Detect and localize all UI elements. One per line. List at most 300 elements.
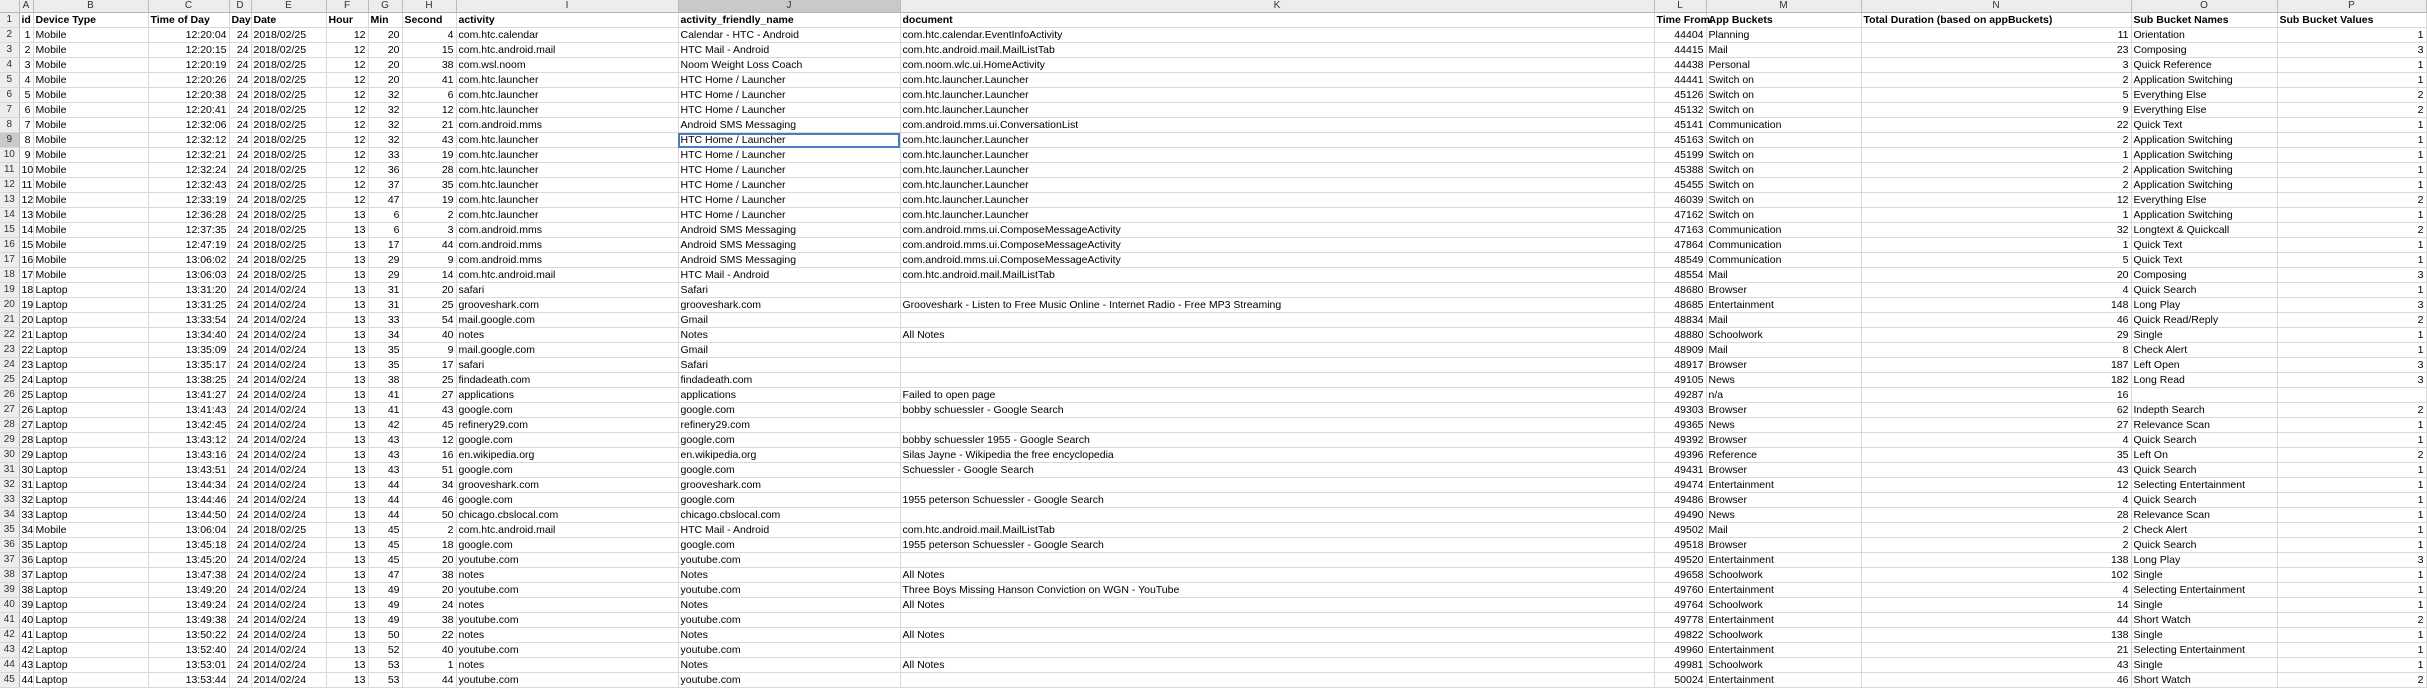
cell[interactable]: notes [456, 598, 678, 613]
cell[interactable]: 1 [2277, 178, 2426, 193]
cell[interactable]: 13 [326, 238, 368, 253]
cell[interactable]: 2 [2277, 613, 2426, 628]
cell[interactable]: 24 [229, 418, 251, 433]
cell[interactable]: 24 [229, 388, 251, 403]
cell[interactable]: 13:31:20 [148, 283, 229, 298]
cell[interactable]: 21 [19, 328, 33, 343]
cell[interactable]: 13 [326, 508, 368, 523]
cell[interactable]: Laptop [33, 328, 148, 343]
cell[interactable]: Switch on [1706, 73, 1861, 88]
cell[interactable]: 20 [402, 283, 456, 298]
cell[interactable]: notes [456, 658, 678, 673]
cell[interactable]: 13 [326, 553, 368, 568]
cell[interactable]: 1 [2277, 523, 2426, 538]
column-header[interactable]: D [229, 0, 251, 13]
cell[interactable]: Switch on [1706, 178, 1861, 193]
cell[interactable]: 46 [1861, 313, 2131, 328]
cell[interactable]: 1 [2277, 508, 2426, 523]
row-number[interactable]: 10 [0, 148, 19, 163]
cell[interactable]: 32 [1861, 223, 2131, 238]
cell[interactable]: Single [2131, 568, 2277, 583]
cell[interactable]: Total Duration (based on appBuckets) [1861, 13, 2131, 28]
cell[interactable]: youtube.com [456, 643, 678, 658]
cell[interactable]: 3 [2277, 373, 2426, 388]
cell[interactable]: google.com [456, 433, 678, 448]
cell[interactable]: Quick Text [2131, 253, 2277, 268]
cell[interactable]: 48917 [1654, 358, 1706, 373]
cell[interactable]: 13 [326, 388, 368, 403]
cell[interactable]: 24 [229, 178, 251, 193]
cell[interactable]: 49303 [1654, 403, 1706, 418]
cell[interactable]: 2014/02/24 [251, 478, 326, 493]
cell[interactable]: 12:32:06 [148, 118, 229, 133]
cell[interactable]: 49105 [1654, 373, 1706, 388]
cell[interactable]: 44 [19, 673, 33, 688]
cell[interactable]: com.htc.launcher.Launcher [900, 208, 1654, 223]
cell[interactable]: Laptop [33, 583, 148, 598]
cell[interactable]: 24 [229, 163, 251, 178]
cell[interactable]: com.htc.android.mail [456, 43, 678, 58]
cell[interactable]: 6 [368, 223, 402, 238]
cell[interactable]: Notes [678, 628, 900, 643]
cell[interactable]: 13:44:46 [148, 493, 229, 508]
cell[interactable]: 12 [402, 103, 456, 118]
cell[interactable]: chicago.cbslocal.com [456, 508, 678, 523]
cell[interactable]: All Notes [900, 598, 1654, 613]
cell[interactable]: 43 [368, 433, 402, 448]
cell[interactable]: Mobile [33, 73, 148, 88]
cell[interactable]: Mail [1706, 43, 1861, 58]
cell[interactable]: All Notes [900, 628, 1654, 643]
cell[interactable]: Schoolwork [1706, 628, 1861, 643]
cell[interactable]: youtube.com [456, 613, 678, 628]
cell[interactable]: Browser [1706, 493, 1861, 508]
cell[interactable]: 2014/02/24 [251, 343, 326, 358]
cell[interactable]: 54 [402, 313, 456, 328]
cell[interactable]: Left Open [2131, 358, 2277, 373]
row-number[interactable]: 34 [0, 508, 19, 523]
cell[interactable]: Selecting Entertainment [2131, 478, 2277, 493]
cell[interactable]: 2 [1861, 538, 2131, 553]
cell[interactable]: 44 [402, 673, 456, 688]
cell[interactable]: 6 [402, 88, 456, 103]
cell[interactable]: 2014/02/24 [251, 283, 326, 298]
cell[interactable]: 2014/02/24 [251, 418, 326, 433]
cell[interactable]: Laptop [33, 508, 148, 523]
cell[interactable]: com.htc.android.mail [456, 523, 678, 538]
cell[interactable]: 148 [1861, 298, 2131, 313]
cell[interactable]: 2014/02/24 [251, 433, 326, 448]
cell[interactable]: Single [2131, 658, 2277, 673]
cell[interactable]: 46039 [1654, 193, 1706, 208]
cell[interactable]: 24 [229, 208, 251, 223]
cell[interactable]: 24 [229, 223, 251, 238]
cell[interactable]: 2 [2277, 193, 2426, 208]
cell[interactable]: Switch on [1706, 208, 1861, 223]
cell[interactable]: Communication [1706, 253, 1861, 268]
cell[interactable]: 50024 [1654, 673, 1706, 688]
cell[interactable]: 13 [326, 418, 368, 433]
column-header[interactable]: B [33, 0, 148, 13]
row-number[interactable]: 25 [0, 373, 19, 388]
cell[interactable]: 2018/02/25 [251, 223, 326, 238]
cell[interactable]: 2 [2277, 448, 2426, 463]
cell[interactable]: 138 [1861, 553, 2131, 568]
cell[interactable]: Notes [678, 328, 900, 343]
cell[interactable]: 5 [1861, 253, 2131, 268]
cell[interactable]: 12 [326, 118, 368, 133]
column-header[interactable]: L [1654, 0, 1706, 13]
cell[interactable]: 24 [402, 598, 456, 613]
cell[interactable]: 13 [326, 568, 368, 583]
cell[interactable]: Laptop [33, 343, 148, 358]
cell[interactable]: 24 [229, 193, 251, 208]
cell[interactable]: 15 [402, 43, 456, 58]
cell[interactable]: Single [2131, 628, 2277, 643]
cell[interactable]: 24 [229, 58, 251, 73]
cell[interactable]: 23 [1861, 43, 2131, 58]
cell[interactable]: 13:49:38 [148, 613, 229, 628]
cell[interactable]: Mobile [33, 253, 148, 268]
cell[interactable]: 24 [229, 583, 251, 598]
cell[interactable]: Time of Day [148, 13, 229, 28]
column-header[interactable]: G [368, 0, 402, 13]
cell[interactable]: 36 [19, 553, 33, 568]
cell[interactable]: 12 [1861, 193, 2131, 208]
cell[interactable]: 29 [1861, 328, 2131, 343]
cell[interactable]: HTC Home / Launcher [678, 163, 900, 178]
cell[interactable]: 2018/02/25 [251, 103, 326, 118]
cell[interactable]: 24 [229, 673, 251, 688]
cell[interactable]: HTC Home / Launcher [678, 208, 900, 223]
cell[interactable]: 12 [326, 28, 368, 43]
cell[interactable]: Composing [2131, 268, 2277, 283]
cell[interactable] [900, 553, 1654, 568]
cell[interactable]: 25 [402, 298, 456, 313]
cell[interactable]: 2014/02/24 [251, 463, 326, 478]
cell[interactable]: com.htc.launcher.Launcher [900, 193, 1654, 208]
cell[interactable]: com.wsl.noom [456, 58, 678, 73]
cell[interactable]: 16 [1861, 388, 2131, 403]
cell[interactable]: 24 [229, 658, 251, 673]
cell[interactable]: 45141 [1654, 118, 1706, 133]
cell[interactable]: Switch on [1706, 133, 1861, 148]
cell[interactable] [900, 418, 1654, 433]
cell[interactable]: 21 [1861, 643, 2131, 658]
cell[interactable]: Schoolwork [1706, 568, 1861, 583]
cell[interactable]: 41 [402, 73, 456, 88]
cell[interactable]: 48909 [1654, 343, 1706, 358]
cell[interactable]: com.htc.launcher.Launcher [900, 163, 1654, 178]
cell[interactable]: 18 [19, 283, 33, 298]
cell[interactable]: com.htc.android.mail.MailListTab [900, 523, 1654, 538]
cell[interactable]: 13:43:12 [148, 433, 229, 448]
cell[interactable]: 39 [19, 598, 33, 613]
cell[interactable]: 13 [326, 583, 368, 598]
cell[interactable]: Mail [1706, 313, 1861, 328]
cell[interactable]: 12:20:04 [148, 28, 229, 43]
cell[interactable]: 33 [368, 148, 402, 163]
row-number[interactable]: 8 [0, 118, 19, 133]
cell[interactable]: 2018/02/25 [251, 88, 326, 103]
row-number[interactable]: 38 [0, 568, 19, 583]
cell[interactable]: 41 [368, 403, 402, 418]
cell[interactable]: mail.google.com [456, 343, 678, 358]
cell[interactable]: 44415 [1654, 43, 1706, 58]
cell[interactable]: 2014/02/24 [251, 598, 326, 613]
cell[interactable]: Mobile [33, 238, 148, 253]
cell[interactable]: 2014/02/24 [251, 298, 326, 313]
cell[interactable]: 1 [2277, 433, 2426, 448]
cell[interactable]: 2014/02/24 [251, 388, 326, 403]
cell[interactable]: Longtext & Quickcall [2131, 223, 2277, 238]
cell[interactable]: 31 [19, 478, 33, 493]
cell[interactable]: 12 [326, 103, 368, 118]
cell[interactable]: 24 [229, 433, 251, 448]
cell[interactable]: Entertainment [1706, 613, 1861, 628]
cell[interactable]: 13:52:40 [148, 643, 229, 658]
cell[interactable]: 13 [326, 433, 368, 448]
cell[interactable]: Safari [678, 283, 900, 298]
cell[interactable]: 4 [1861, 493, 2131, 508]
cell[interactable]: Entertainment [1706, 298, 1861, 313]
cell[interactable]: 1 [2277, 643, 2426, 658]
cell[interactable]: 1 [2277, 478, 2426, 493]
cell[interactable]: 1 [2277, 583, 2426, 598]
cell[interactable]: 4 [1861, 433, 2131, 448]
cell[interactable]: Android SMS Messaging [678, 118, 900, 133]
cell[interactable]: Grooveshark - Listen to Free Music Online - Internet Radio - Free MP3 Streaming [900, 298, 1654, 313]
cell[interactable]: 48549 [1654, 253, 1706, 268]
cell[interactable]: App Buckets [1706, 13, 1861, 28]
row-number[interactable]: 44 [0, 658, 19, 673]
row-number[interactable]: 36 [0, 538, 19, 553]
cell[interactable]: 1 [2277, 343, 2426, 358]
cell[interactable]: 2 [1861, 163, 2131, 178]
cell[interactable]: 13:06:04 [148, 523, 229, 538]
cell[interactable]: Three Boys Missing Hanson Conviction on WGN - YouTube [900, 583, 1654, 598]
cell[interactable]: 13 [326, 613, 368, 628]
cell[interactable] [900, 613, 1654, 628]
cell[interactable]: 2 [402, 208, 456, 223]
cell[interactable]: 32 [368, 133, 402, 148]
cell[interactable]: 45199 [1654, 148, 1706, 163]
cell[interactable]: 2 [2277, 223, 2426, 238]
cell[interactable]: 3 [1861, 58, 2131, 73]
row-number[interactable]: 9 [0, 133, 19, 148]
cell[interactable]: 1 [2277, 328, 2426, 343]
cell[interactable]: 13 [326, 448, 368, 463]
cell[interactable]: 13 [326, 598, 368, 613]
row-number[interactable]: 31 [0, 463, 19, 478]
cell[interactable]: 1 [402, 658, 456, 673]
cell[interactable]: 62 [1861, 403, 2131, 418]
cell[interactable]: Orientation [2131, 28, 2277, 43]
cell[interactable]: Quick Search [2131, 538, 2277, 553]
cell[interactable]: 13 [326, 208, 368, 223]
column-header[interactable]: F [326, 0, 368, 13]
cell[interactable]: 138 [1861, 628, 2131, 643]
cell[interactable]: 18 [402, 538, 456, 553]
cell[interactable]: Browser [1706, 358, 1861, 373]
cell[interactable]: 3 [2277, 298, 2426, 313]
cell[interactable]: 13 [326, 253, 368, 268]
cell[interactable]: 1955 peterson Schuessler - Google Search [900, 493, 1654, 508]
cell[interactable]: 22 [19, 343, 33, 358]
cell[interactable]: youtube.com [456, 553, 678, 568]
cell[interactable]: News [1706, 373, 1861, 388]
column-header[interactable]: E [251, 0, 326, 13]
cell[interactable]: mail.google.com [456, 313, 678, 328]
cell[interactable]: safari [456, 358, 678, 373]
cell[interactable]: 46 [402, 493, 456, 508]
cell[interactable]: google.com [678, 403, 900, 418]
cell[interactable]: 49392 [1654, 433, 1706, 448]
cell[interactable]: Quick Search [2131, 463, 2277, 478]
cell[interactable]: 1 [1861, 208, 2131, 223]
cell[interactable]: 40 [402, 328, 456, 343]
cell[interactable]: grooveshark.com [456, 478, 678, 493]
row-number[interactable]: 4 [0, 58, 19, 73]
cell[interactable]: 13 [326, 268, 368, 283]
cell[interactable]: 24 [229, 313, 251, 328]
cell[interactable]: Selecting Entertainment [2131, 583, 2277, 598]
cell[interactable]: 2018/02/25 [251, 208, 326, 223]
cell[interactable]: com.htc.launcher [456, 163, 678, 178]
cell[interactable]: HTC Mail - Android [678, 523, 900, 538]
cell[interactable]: 2014/02/24 [251, 493, 326, 508]
cell[interactable]: 35 [402, 178, 456, 193]
cell[interactable]: notes [456, 328, 678, 343]
cell[interactable]: 24 [229, 373, 251, 388]
cell[interactable]: All Notes [900, 328, 1654, 343]
cell[interactable]: Left On [2131, 448, 2277, 463]
cell[interactable]: Quick Reference [2131, 58, 2277, 73]
cell[interactable]: 45132 [1654, 103, 1706, 118]
cell[interactable]: 13:53:44 [148, 673, 229, 688]
cell[interactable]: 45 [368, 523, 402, 538]
cell[interactable]: 49960 [1654, 643, 1706, 658]
cell[interactable]: 2 [2277, 673, 2426, 688]
cell[interactable] [900, 283, 1654, 298]
cell[interactable]: 13 [326, 523, 368, 538]
cell[interactable]: 45163 [1654, 133, 1706, 148]
cell[interactable]: Gmail [678, 313, 900, 328]
cell[interactable]: 49518 [1654, 538, 1706, 553]
cell[interactable]: 24 [229, 133, 251, 148]
cell[interactable]: 12 [326, 178, 368, 193]
cell[interactable]: Composing [2131, 43, 2277, 58]
cell[interactable]: 26 [19, 403, 33, 418]
cell[interactable]: 1955 peterson Schuessler - Google Search [900, 538, 1654, 553]
cell[interactable]: 2014/02/24 [251, 328, 326, 343]
cell[interactable]: chicago.cbslocal.com [678, 508, 900, 523]
column-header[interactable]: A [19, 0, 33, 13]
cell[interactable]: 31 [368, 298, 402, 313]
cell[interactable]: 24 [229, 238, 251, 253]
cell[interactable]: 44 [368, 493, 402, 508]
cell[interactable]: 38 [402, 58, 456, 73]
cell[interactable]: 2014/02/24 [251, 538, 326, 553]
cell[interactable]: 24 [229, 478, 251, 493]
cell[interactable]: Long Read [2131, 373, 2277, 388]
row-number[interactable]: 29 [0, 433, 19, 448]
cell[interactable]: 20 [368, 43, 402, 58]
cell[interactable]: 2014/02/24 [251, 628, 326, 643]
cell[interactable]: 49486 [1654, 493, 1706, 508]
cell[interactable]: google.com [456, 493, 678, 508]
cell[interactable]: Laptop [33, 403, 148, 418]
cell[interactable]: 45388 [1654, 163, 1706, 178]
cell[interactable]: All Notes [900, 658, 1654, 673]
cell[interactable]: 48834 [1654, 313, 1706, 328]
column-header[interactable]: J [678, 0, 900, 13]
cell[interactable]: 37 [368, 178, 402, 193]
cell[interactable]: n/a [1706, 388, 1861, 403]
row-number[interactable]: 18 [0, 268, 19, 283]
cell[interactable]: 44404 [1654, 28, 1706, 43]
cell[interactable]: 16 [402, 448, 456, 463]
cell[interactable]: 24 [229, 598, 251, 613]
cell[interactable]: 2014/02/24 [251, 673, 326, 688]
cell[interactable]: applications [678, 388, 900, 403]
cell[interactable]: 21 [402, 118, 456, 133]
cell[interactable]: Laptop [33, 568, 148, 583]
cell[interactable]: 13:44:50 [148, 508, 229, 523]
cell[interactable]: notes [456, 628, 678, 643]
active-cell[interactable]: HTC Home / Launcher [678, 133, 900, 148]
cell[interactable]: HTC Home / Launcher [678, 88, 900, 103]
cell[interactable]: 24 [229, 328, 251, 343]
cell[interactable]: 45126 [1654, 88, 1706, 103]
cell[interactable]: 182 [1861, 373, 2131, 388]
cell[interactable]: 24 [229, 88, 251, 103]
row-number[interactable]: 12 [0, 178, 19, 193]
cell[interactable]: 12:20:19 [148, 58, 229, 73]
cell[interactable]: id [19, 13, 33, 28]
cell[interactable]: 14 [1861, 598, 2131, 613]
row-number[interactable]: 28 [0, 418, 19, 433]
cell[interactable]: 2 [2277, 313, 2426, 328]
cell[interactable]: 41 [19, 628, 33, 643]
cell[interactable]: 1 [2277, 133, 2426, 148]
row-number[interactable]: 33 [0, 493, 19, 508]
cell[interactable]: 25 [402, 373, 456, 388]
column-header[interactable]: H [402, 0, 456, 13]
cell[interactable]: 12:32:21 [148, 148, 229, 163]
cell[interactable]: 12 [402, 433, 456, 448]
cell[interactable]: Check Alert [2131, 523, 2277, 538]
cell[interactable]: Quick Search [2131, 433, 2277, 448]
row-number[interactable]: 2 [0, 28, 19, 43]
cell[interactable]: 49981 [1654, 658, 1706, 673]
cell[interactable]: 28 [19, 433, 33, 448]
cell[interactable]: 2 [2277, 403, 2426, 418]
cell[interactable]: 43 [1861, 463, 2131, 478]
cell[interactable]: Mobile [33, 208, 148, 223]
cell[interactable]: 12:47:19 [148, 238, 229, 253]
cell[interactable]: 12:37:35 [148, 223, 229, 238]
cell[interactable]: 36 [368, 163, 402, 178]
cell[interactable]: Quick Search [2131, 283, 2277, 298]
cell[interactable]: grooveshark.com [678, 298, 900, 313]
cell[interactable]: Mobile [33, 133, 148, 148]
cell[interactable]: 17 [368, 238, 402, 253]
cell[interactable]: Browser [1706, 403, 1861, 418]
cell[interactable]: 49490 [1654, 508, 1706, 523]
cell[interactable]: Time From. [1654, 13, 1706, 28]
cell[interactable]: 12:36:28 [148, 208, 229, 223]
